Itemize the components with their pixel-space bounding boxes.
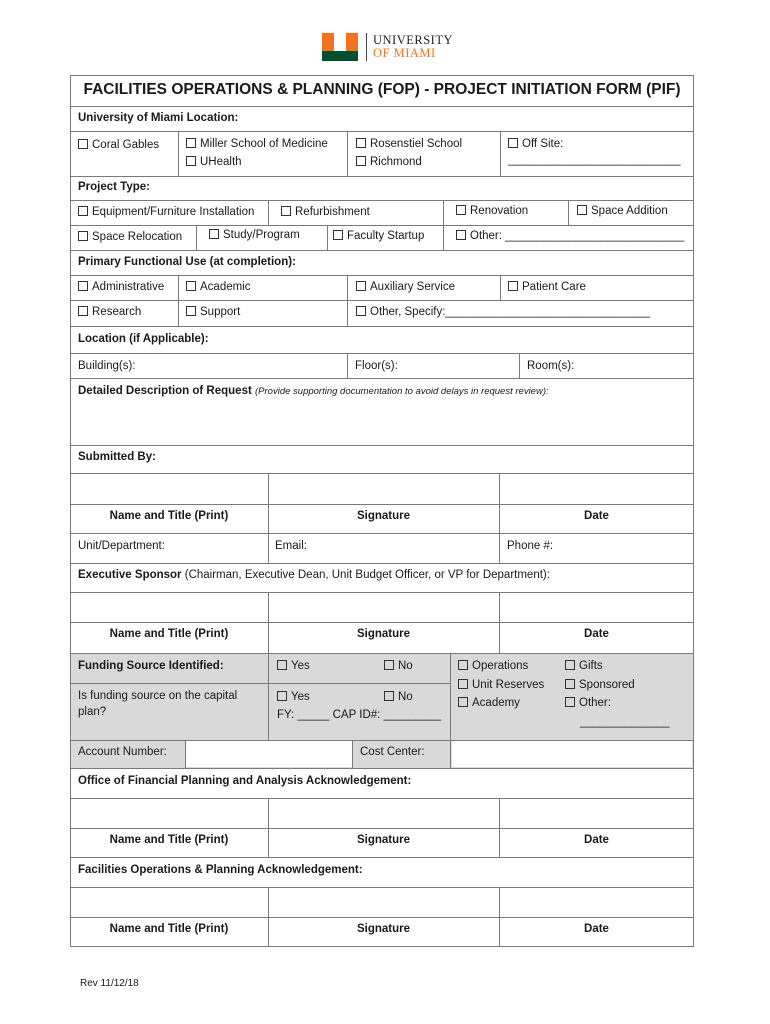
fy-cap-id-field[interactable]: FY: _____ CAP ID#: _________ [277, 709, 442, 721]
rosenstiel-option[interactable]: Rosenstiel School [356, 138, 462, 150]
funding-yes-option[interactable]: Yes [277, 660, 310, 672]
buildings-field[interactable]: Building(s): [78, 360, 136, 372]
loc-app-heading: Location (if Applicable): [78, 333, 209, 345]
research-option[interactable]: Research [78, 306, 141, 318]
form-title: FACILITIES OPERATIONS & PLANNING (FOP) - PROJECT INITIATION FORM (PIF) [83, 81, 681, 98]
checkbox-icon[interactable] [186, 156, 196, 166]
submitted-date-label: Date [584, 510, 609, 522]
ofpa-name-label: Name and Title (Print) [109, 834, 229, 846]
checkbox-icon[interactable] [456, 205, 466, 215]
checkbox-icon[interactable] [186, 281, 196, 291]
gifts-option[interactable]: Gifts [565, 660, 603, 672]
checkbox-icon[interactable] [186, 306, 196, 316]
funding-no-option[interactable]: No [384, 660, 413, 672]
fop-name-label: Name and Title (Print) [109, 923, 229, 935]
patient-care-option[interactable]: Patient Care [508, 281, 586, 293]
administrative-option[interactable]: Administrative [78, 281, 164, 293]
checkbox-icon[interactable] [277, 691, 287, 701]
account-number-label: Account Number: [78, 746, 167, 758]
funding-other-option[interactable]: Other: [565, 697, 611, 709]
checkbox-icon[interactable] [508, 138, 518, 148]
checkbox-icon[interactable] [508, 281, 518, 291]
checkbox-icon[interactable] [356, 306, 366, 316]
capital-yes-option[interactable]: Yes [277, 691, 310, 703]
use-other-option[interactable]: Other, Specify:________________________________ [356, 306, 650, 318]
faculty-option[interactable]: Faculty Startup [333, 230, 424, 242]
checkbox-icon[interactable] [186, 138, 196, 148]
uhealth-option[interactable]: UHealth [186, 156, 242, 168]
location-heading: University of Miami Location: [78, 112, 239, 124]
fop-signature-label: Signature [356, 923, 411, 935]
logo-line-1: UNIVERSITY [373, 33, 453, 47]
phone-field[interactable]: Phone #: [507, 540, 554, 552]
ofpa-signature-label: Signature [356, 834, 411, 846]
checkbox-icon[interactable] [209, 229, 219, 239]
sponsored-option[interactable]: Sponsored [565, 679, 635, 691]
checkbox-icon[interactable] [78, 281, 88, 291]
checkbox-icon[interactable] [458, 679, 468, 689]
renovation-option[interactable]: Renovation [456, 205, 528, 217]
exec-signature-label: Signature [356, 628, 411, 640]
miller-option[interactable]: Miller School of Medicine [186, 138, 328, 150]
checkbox-icon[interactable] [356, 156, 366, 166]
checkbox-icon[interactable] [277, 660, 287, 670]
unit-reserves-option[interactable]: Unit Reserves [458, 679, 544, 691]
fop-heading: Facilities Operations & Planning Acknowledgement: [78, 864, 363, 876]
exec-name-label: Name and Title (Print) [109, 628, 229, 640]
exec-date-label: Date [584, 628, 609, 640]
richmond-option[interactable]: Richmond [356, 156, 422, 168]
checkbox-icon[interactable] [78, 139, 88, 149]
operations-option[interactable]: Operations [458, 660, 528, 672]
coral-gables-option[interactable]: Coral Gables [78, 139, 159, 151]
checkbox-icon[interactable] [384, 660, 394, 670]
checkbox-icon[interactable] [458, 660, 468, 670]
auxiliary-option[interactable]: Auxiliary Service [356, 281, 455, 293]
capital-no-option[interactable]: No [384, 691, 413, 703]
offsite-option[interactable]: Off Site: [508, 138, 563, 150]
floors-field[interactable]: Floor(s): [355, 360, 398, 372]
checkbox-icon[interactable] [458, 697, 468, 707]
space-relocation-option[interactable]: Space Relocation [78, 231, 182, 243]
checkbox-icon[interactable] [565, 679, 575, 689]
equipment-option[interactable]: Equipment/Furniture Installation [78, 206, 254, 218]
study-option[interactable]: Study/Program [209, 229, 300, 241]
academy-option[interactable]: Academy [458, 697, 520, 709]
space-addition-option[interactable]: Space Addition [577, 205, 668, 217]
revision-label: Rev 11/12/18 [80, 978, 139, 989]
description-heading: Detailed Description of Request (Provide supporting documentation to avoid delays in request review): [78, 385, 549, 397]
cost-center-label: Cost Center: [360, 746, 425, 758]
checkbox-icon[interactable] [78, 206, 88, 216]
university-logo [322, 32, 453, 62]
unit-field[interactable]: Unit/Department: [78, 540, 165, 552]
capital-question-line1: Is funding source on the capital [78, 690, 238, 702]
checkbox-icon[interactable] [384, 691, 394, 701]
academic-option[interactable]: Academic [186, 281, 251, 293]
checkbox-icon[interactable] [281, 206, 291, 216]
submitted-heading: Submitted By: [78, 451, 156, 463]
funding-other-blank[interactable]: ______________ [580, 716, 670, 728]
offsite-blank[interactable]: ___________________________ [508, 154, 681, 166]
project-type-heading: Project Type: [78, 181, 150, 193]
exec-heading: Executive Sponsor (Chairman, Executive Dean, Unit Budget Officer, or VP for Department): [78, 569, 550, 581]
ofpa-date-label: Date [584, 834, 609, 846]
refurb-option[interactable]: Refurbishment [281, 206, 370, 218]
rooms-field[interactable]: Room(s): [527, 360, 575, 372]
checkbox-icon[interactable] [78, 231, 88, 241]
checkbox-icon[interactable] [577, 205, 587, 215]
email-field[interactable]: Email: [275, 540, 307, 552]
checkbox-icon[interactable] [565, 697, 575, 707]
fop-date-label: Date [584, 923, 609, 935]
u-logo-icon [322, 33, 358, 61]
submitted-signature-label: Signature [356, 510, 411, 522]
checkbox-icon[interactable] [356, 138, 366, 148]
checkbox-icon[interactable] [333, 230, 343, 240]
checkbox-icon[interactable] [565, 660, 575, 670]
description-field[interactable] [71, 400, 693, 444]
project-other-option[interactable]: Other: ____________________________ [456, 230, 684, 242]
logo-line-2: OF MIAMI [373, 46, 436, 60]
checkbox-icon[interactable] [356, 281, 366, 291]
support-option[interactable]: Support [186, 306, 240, 318]
funding-identified-label: Funding Source Identified: [78, 660, 224, 672]
checkbox-icon[interactable] [456, 230, 466, 240]
primary-use-heading: Primary Functional Use (at completion): [78, 256, 296, 268]
ofpa-heading: Office of Financial Planning and Analysis Acknowledgement: [78, 775, 412, 787]
submitted-name-label: Name and Title (Print) [109, 510, 229, 522]
checkbox-icon[interactable] [78, 306, 88, 316]
capital-question-line2: plan? [78, 706, 107, 718]
